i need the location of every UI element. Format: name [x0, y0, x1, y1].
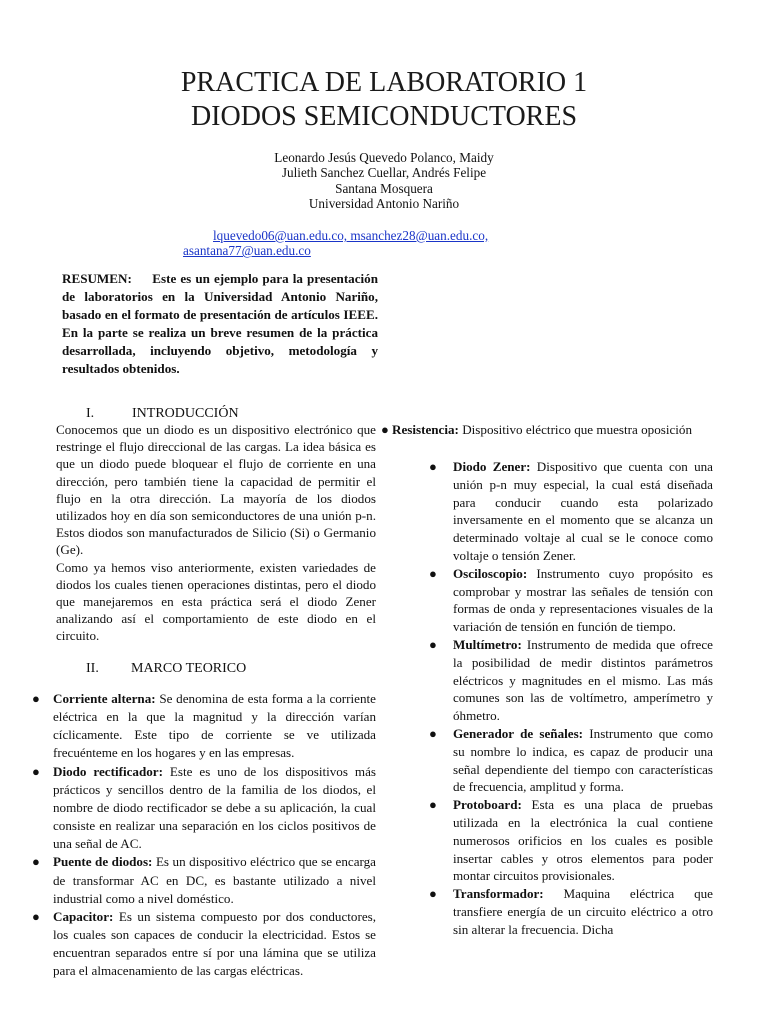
author-block [0, 150, 768, 211]
list-item [32, 690, 376, 762]
term-label: Puente de diodos: [53, 854, 153, 870]
list-item [429, 725, 713, 796]
term-list-right [429, 458, 713, 939]
list-item [429, 796, 713, 885]
author-line-1: Leonardo Jesús Quevedo Polanco, Maidy [274, 150, 494, 165]
email-link-line-1[interactable]: lquevedo06@uan.edu.co, msanchez28@uan.edu.co, [213, 228, 489, 243]
term-label: Generador de señales: [453, 725, 584, 741]
term-definition: Se denomina de esta forma a la corriente eléctrica en la que la magnitud y la dirección varían cíclicamente. Este tipo de corriente se ve utilizada frecuénteme en los hogares y en las empresas. [53, 691, 376, 761]
email-block [183, 228, 488, 259]
term-label: Transformador: [453, 886, 544, 902]
term-definition: Instrumento cuyo propósito es comprobar y mostrar las señales de tensión con formas de onda y representaciones visuales de la variación de tensión en función de tiempo. [453, 565, 713, 635]
bullet-icon: ● [32, 909, 40, 925]
intro-paragraph-1: Conocemos que un diodo es un dispositivo electrónico que restringe el flujo direccional de las cargas. La idea básica es que un diodo puede bloquear el flujo de corriente en una dirección, pero también tiene la capacidad de permitir el flujo en la otra dirección. La mayoría de los diodos utilizados hoy en día son semiconductores de una unión p-n. Estos diodos son manufacturados de Silicio (Si) o Germanio (Ge). [56, 422, 376, 558]
list-item [32, 763, 376, 853]
bullet-icon: ● [32, 691, 40, 706]
term-definition: Este es uno de los dispositivos más prácticos y sencillos dentro de la familia de los diodos, el nombre de diodo rectificador se debe a su aplicación, la cual consiste en realizar una separación en los ciclos positivos de una señal de AC. [53, 763, 376, 852]
term-definition: Dispositivo que cuenta con una unión p-n muy especial, la cual está diseñada para conducir cuando esta polarizado inversamente en el momento que se alcanza un determinado voltaje al cual se le conoce como voltaje o tensión Zener. [453, 459, 713, 563]
term-definition: Esta es una placa de pruebas utilizada en la electrónica la cual contiene numerosos orificios en los cuales es posible insertar cables y otros elementos para poder montar circuitos provisionales. [453, 797, 713, 884]
term-label: Multímetro: [453, 636, 522, 652]
term-definition: Instrumento que como su nombre lo indica, es capaz de producir una señal dependiente del tiempo con características de frecuencia, amplitud y forma. [453, 725, 713, 795]
intro-paragraph-2: Como ya hemos viso anteriormente, existen variedades de diodos los cuales tienen operaciones distintas, pero el diodo que manejaremos en esta práctica será el diodo Zener analizando así el comportamiento de este diodo en el circuito. [56, 559, 376, 644]
abstract-text: Este es un ejemplo para la presentación de laboratorios en la Universidad Antonio Nariño, basado en el formato de presentación de artículos IEEE. En la parte se realiza un breve resumen de la práctica desarrollada, incluyendo objetivo, metodología y resultados obtenidos. [62, 271, 379, 377]
abstract-label: RESUMEN: [62, 271, 132, 286]
term-definition: Maquina eléctrica que transfiere energía de un circuito eléctrico a otro sin alterar la frecuencia. Dicha [453, 886, 713, 937]
bullet-icon: ● [429, 636, 437, 652]
bullet-icon: ● [32, 854, 40, 870]
section-number: II. [86, 661, 99, 676]
section-heading-marco [86, 660, 246, 677]
term-definition: Es un sistema compuesto por dos conductores, los cuales son capaces de conducir la electricidad. Estos se encuentran separados entre sí por una lámina que se utiliza para el almacenamiento de las cargas eléctricas. [53, 909, 376, 979]
term-label: Osciloscopio: [453, 565, 528, 581]
term-label: Corriente alterna: [53, 691, 156, 706]
term-list-left [32, 690, 376, 981]
term-definition: Dispositivo eléctrico que muestra oposición [462, 422, 693, 437]
bullet-icon: ● [429, 725, 437, 741]
list-item [429, 636, 713, 725]
term-label: Capacitor: [53, 909, 114, 925]
term-label: Diodo Zener: [453, 459, 531, 474]
list-item [429, 885, 713, 938]
list-item [429, 458, 713, 565]
term-label: Protoboard: [453, 797, 522, 813]
bullet-icon: ● [429, 565, 437, 581]
email-link-line-2[interactable]: asantana77@uan.edu.co [183, 243, 311, 259]
term-definition: Es un dispositivo eléctrico que se encarga de transformar AC en DC, es bastante utilizado a nivel industrial como a nivel doméstico. [53, 854, 376, 906]
section-title: INTRODUCCIÓN [132, 406, 239, 421]
list-item [32, 853, 376, 907]
bullet-icon: ● [381, 422, 389, 437]
section-title: MARCO TEORICO [131, 661, 247, 676]
bullet-icon: ● [429, 886, 437, 902]
title-line-1: PRACTICA DE LABORATORIO 1 [180, 67, 588, 98]
term-definition: Instrumento de medida que ofrece la posibilidad de medir distintos parámetros eléctricos y magnitudes en el mismo. Las más comunes son las de voltímetro, amperímetro y óhmetro. [453, 636, 713, 724]
bullet-icon: ● [429, 797, 437, 813]
list-item [429, 565, 713, 636]
list-item [32, 908, 376, 980]
section-number: I. [86, 406, 95, 421]
author-line-3: Santana Mosquera [335, 180, 433, 196]
term-label: Diodo rectificador: [53, 763, 163, 779]
bullet-icon: ● [32, 763, 40, 779]
section-heading-intro [86, 405, 239, 422]
intro-body [56, 421, 376, 645]
affiliation: Universidad Antonio Nariño [308, 195, 460, 211]
title-line-2: DIODOS SEMICONDUCTORES [190, 101, 578, 132]
author-line-2: Julieth Sanchez Cuellar, Andrés Felipe [281, 165, 487, 181]
abstract [62, 270, 378, 379]
term-list-right-top [381, 421, 712, 439]
list-item [381, 421, 712, 439]
term-label: Resistencia: [392, 422, 459, 437]
paper-title [0, 66, 768, 134]
bullet-icon: ● [429, 459, 437, 474]
